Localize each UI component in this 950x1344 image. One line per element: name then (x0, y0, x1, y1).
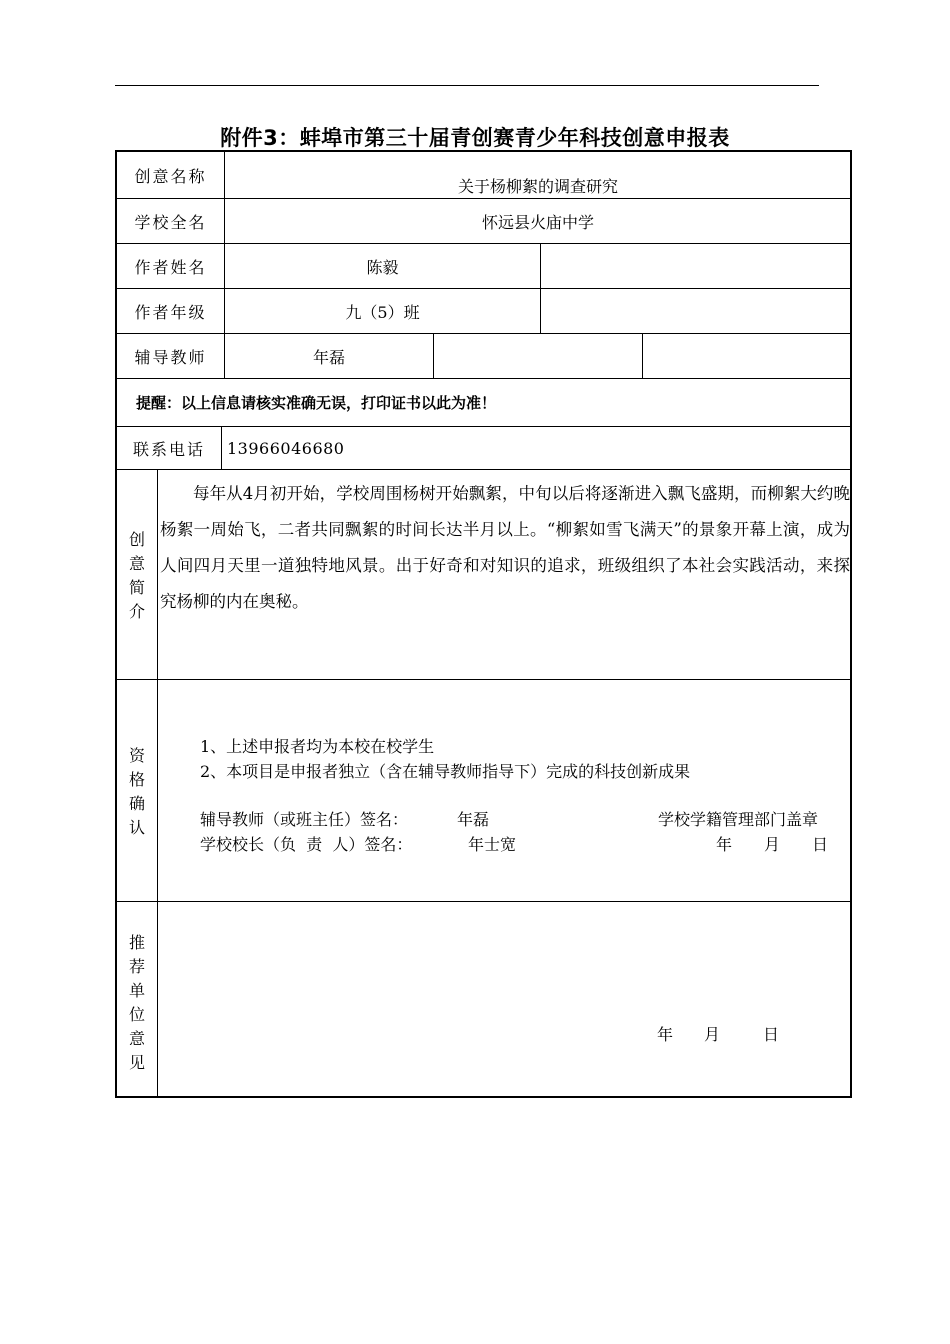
author-grade-label: 作者年级 (134, 302, 207, 322)
idea-name-value: 关于杨柳絮的调查研究 (457, 176, 618, 196)
stamp-text: 学校学籍管理部门盖章 (658, 810, 819, 829)
recommend-label-char: 单 (128, 981, 145, 1000)
intro-label-char: 意 (128, 554, 145, 573)
intro-label (117, 524, 157, 628)
qualification-label-char: 认 (128, 818, 145, 837)
qualification-item-2: 2、本项目是申报者独立（含在辅导教师指导下）完成的科技创新成果 (200, 762, 691, 781)
author-name-label: 作者姓名 (134, 257, 207, 277)
qualification-item-1: 1、上述申报者均为本校在校学生 (200, 737, 435, 756)
author-name-value: 陈毅 (366, 257, 399, 277)
intro-text: 每年从4月初开始，学校周围杨树开始飘絮，中旬以后将逐渐进入飘飞盛期，而柳絮大约晚杨絮一周始飞，二者共同飘絮的时间长达半月以上。“柳絮如雪飞满天”的景象开幕上演，成为人间四月天里一道独特地风景。出于好奇和对知识的追求，班级组织了本社会实践活动，来探究杨柳的内在奥秘。 (160, 484, 850, 611)
intro-label-char: 简 (128, 578, 145, 597)
col-divider (221, 426, 222, 469)
header-rule (115, 85, 819, 86)
row-divider (115, 679, 852, 680)
date-month: 月 (764, 835, 781, 854)
recommend-label (117, 928, 157, 1078)
recommend-label-char: 见 (128, 1053, 145, 1072)
principal-sign-label: 学校校长（负 责 人）签名： (200, 835, 413, 854)
recommend-date-day: 日 (763, 1025, 780, 1044)
school-label: 学校全名 (134, 212, 207, 232)
recommend-label-char: 推 (128, 933, 145, 952)
row-divider (115, 469, 852, 470)
qualification-label-char: 确 (128, 794, 145, 813)
col-divider (642, 333, 643, 378)
col-divider (157, 469, 158, 1098)
recommend-date-month: 月 (704, 1025, 721, 1044)
row-divider (115, 901, 852, 902)
phone-label: 联系电话 (132, 439, 205, 459)
phone-value: 13966046680 (227, 438, 345, 458)
col-divider (433, 333, 434, 378)
date-day: 日 (812, 835, 829, 854)
recommend-date-year: 年 (657, 1025, 674, 1044)
qualification-label (117, 740, 157, 844)
intro-label-char: 创 (128, 530, 145, 549)
notice-text: 提醒：以上信息请核实准确无误，打印证书以此为准！ (136, 394, 497, 412)
recommend-label-char: 意 (128, 1029, 145, 1048)
recommend-label-char: 荐 (128, 957, 145, 976)
date-year: 年 (716, 835, 733, 854)
advisor-sign-value: 年磊 (457, 810, 490, 829)
col-divider (540, 243, 541, 333)
principal-sign-value: 年士宽 (468, 835, 517, 854)
qualification-label-char: 资 (128, 746, 145, 765)
advisor-label: 辅导教师 (134, 347, 207, 367)
advisor-sign-label: 辅导教师（或班主任）签名： (200, 810, 409, 829)
author-grade-value: 九（5）班 (345, 302, 420, 322)
intro-label-char: 介 (128, 602, 145, 621)
idea-name-label: 创意名称 (134, 166, 207, 186)
qualification-label-char: 格 (128, 770, 145, 789)
school-value: 怀远县火庙中学 (481, 212, 594, 232)
form-title: 附件3：蚌埠市第三十届青创赛青少年科技创意申报表 (220, 126, 730, 150)
advisor-value: 年磊 (312, 347, 345, 367)
recommend-label-char: 位 (128, 1005, 145, 1024)
